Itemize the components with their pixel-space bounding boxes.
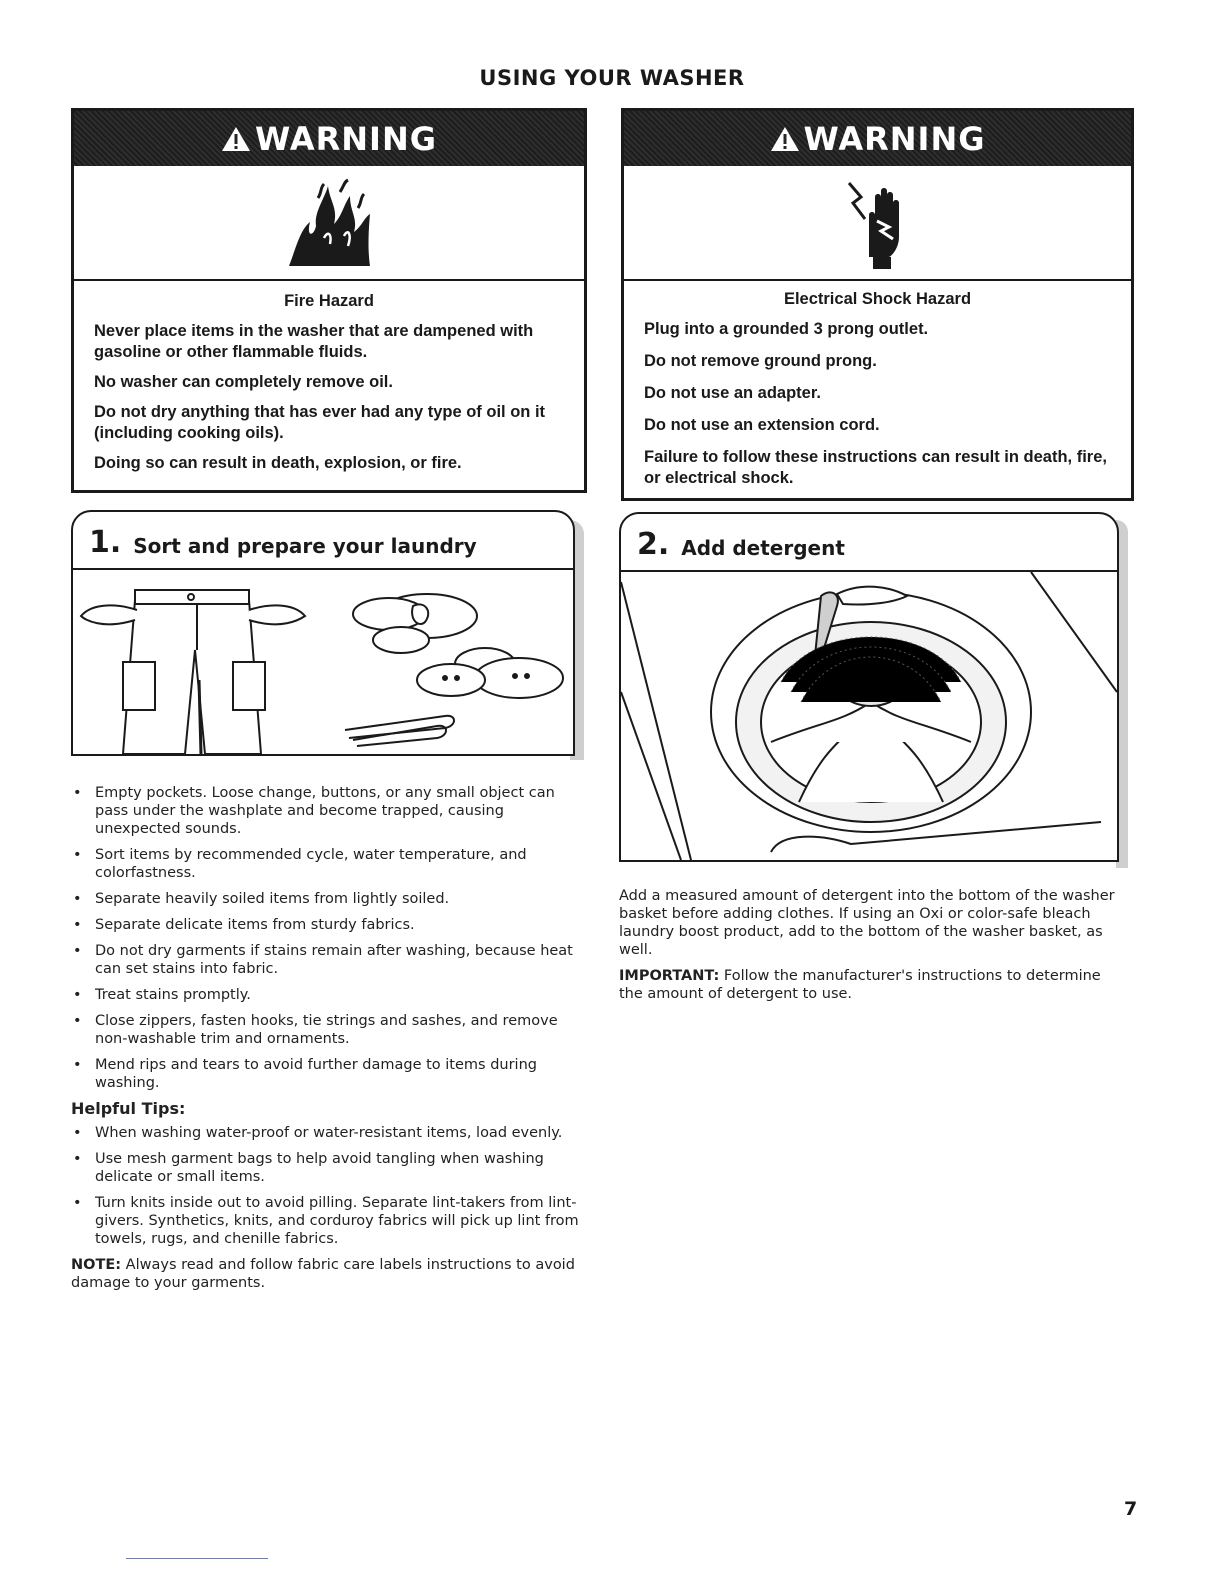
list-item: • Use mesh garment bags to help avoid tangling when washing delicate or small items. [71,1150,586,1186]
warning-line: Do not use an extension cord. [644,416,880,434]
safety-pins-illustration [345,716,454,746]
warning-header [624,111,1131,166]
buttons-illustration [417,648,563,698]
warning-text [624,281,1131,506]
list-item: • Mend rips and tears to avoid further damage to items during washing. [71,1056,586,1092]
step-title: Add detergent [681,536,845,560]
step-title: Sort and prepare your laundry [133,534,477,558]
page-title: USING YOUR WASHER [479,66,745,90]
step-number: 2. [637,527,670,562]
note-label: NOTE: [71,1257,122,1273]
fire-warning-box [71,108,587,493]
warning-line: Doing so can result in death, explosion, or fire. [94,454,462,472]
step-2-panel [619,512,1119,862]
coins-illustration [353,594,477,653]
tips-bullets [71,1124,586,1248]
step-1-content [71,784,586,1292]
warning-heading: WARNING [803,119,986,158]
warning-line: Do not dry anything that has ever had any type of oil on it (including cooking oils). [94,403,546,442]
step-2-header [621,514,1117,572]
important-label: IMPORTANT: [619,968,720,984]
electric-shock-hand-icon [843,175,913,270]
laundry-illustration [73,570,573,754]
warning-line: Do not remove ground prong. [644,352,877,370]
pants-illustration [81,590,305,754]
fire-pictogram [74,166,584,281]
step-2-content [619,887,1119,1003]
list-item: • Close zippers, fasten hooks, tie strings and sashes, and remove non-washable trim and ornaments. [71,1012,586,1048]
list-item: • Empty pockets. Loose change, buttons, or any small object can pass under the washplate and become trapped, causing unexpected sounds. [71,784,586,838]
hazard-title: Electrical Shock Hazard [783,290,972,308]
hazard-title: Fire Hazard [284,292,374,310]
footer-divider [126,1558,268,1559]
detergent-paragraph: Add a measured amount of detergent into the bottom of the washer basket before adding clothes. If using an Oxi or color-safe bleach laundry boost product, add to the bottom of the washer basket, as well. [619,888,1115,958]
page-number: 7 [1124,1498,1138,1520]
electrical-warning-box [621,108,1134,501]
washer-basket-illustration [621,572,1117,860]
helpful-tips-heading: Helpful Tips: [71,1099,186,1118]
warning-heading: WARNING [255,119,437,158]
important-paragraph [619,967,1119,1003]
warning-line: Do not use an adapter. [644,384,821,402]
list-item: • Separate heavily soiled items from lightly soiled. [71,890,586,908]
list-item: • Turn knits inside out to avoid pilling. Separate lint-takers from lint-givers. Synthetics, knits, and corduroy fabrics will pick up lint from towels, rugs, and chenille fabrics. [71,1194,586,1248]
list-item: • When washing water-proof or water-resistant items, load evenly. [71,1124,586,1142]
list-item: • Treat stains promptly. [71,986,586,1004]
warning-line: Never place items in the washer that are dampened with gasoline or other flammable fluids. [94,322,534,361]
list-item: • Sort items by recommended cycle, water temperature, and colorfastness. [71,846,586,882]
warning-triangle-icon [221,125,251,153]
shock-pictogram [624,166,1131,281]
fire-icon [284,178,374,268]
sorting-bullets [71,784,586,1092]
warning-line: No washer can completely remove oil. [94,373,393,391]
warning-header [74,111,584,166]
note-text: Always read and follow fabric care labels instructions to avoid damage to your garments. [71,1257,575,1291]
step-1-panel [71,510,575,756]
warning-line: Plug into a grounded 3 prong outlet. [644,320,929,338]
list-item: • Do not dry garments if stains remain after washing, because heat can set stains into fabric. [71,942,586,978]
important-text: Follow the manufacturer's instructions to determine the amount of detergent to use. [619,968,1101,1002]
step-number: 1. [89,525,122,560]
list-item: • Separate delicate items from sturdy fabrics. [71,916,586,934]
warning-text [74,281,584,491]
warning-triangle-icon [770,125,800,153]
step-1-header [73,512,573,570]
note-paragraph [71,1256,586,1292]
warning-line: Failure to follow these instructions can result in death, fire, or electrical shock. [644,448,1107,487]
